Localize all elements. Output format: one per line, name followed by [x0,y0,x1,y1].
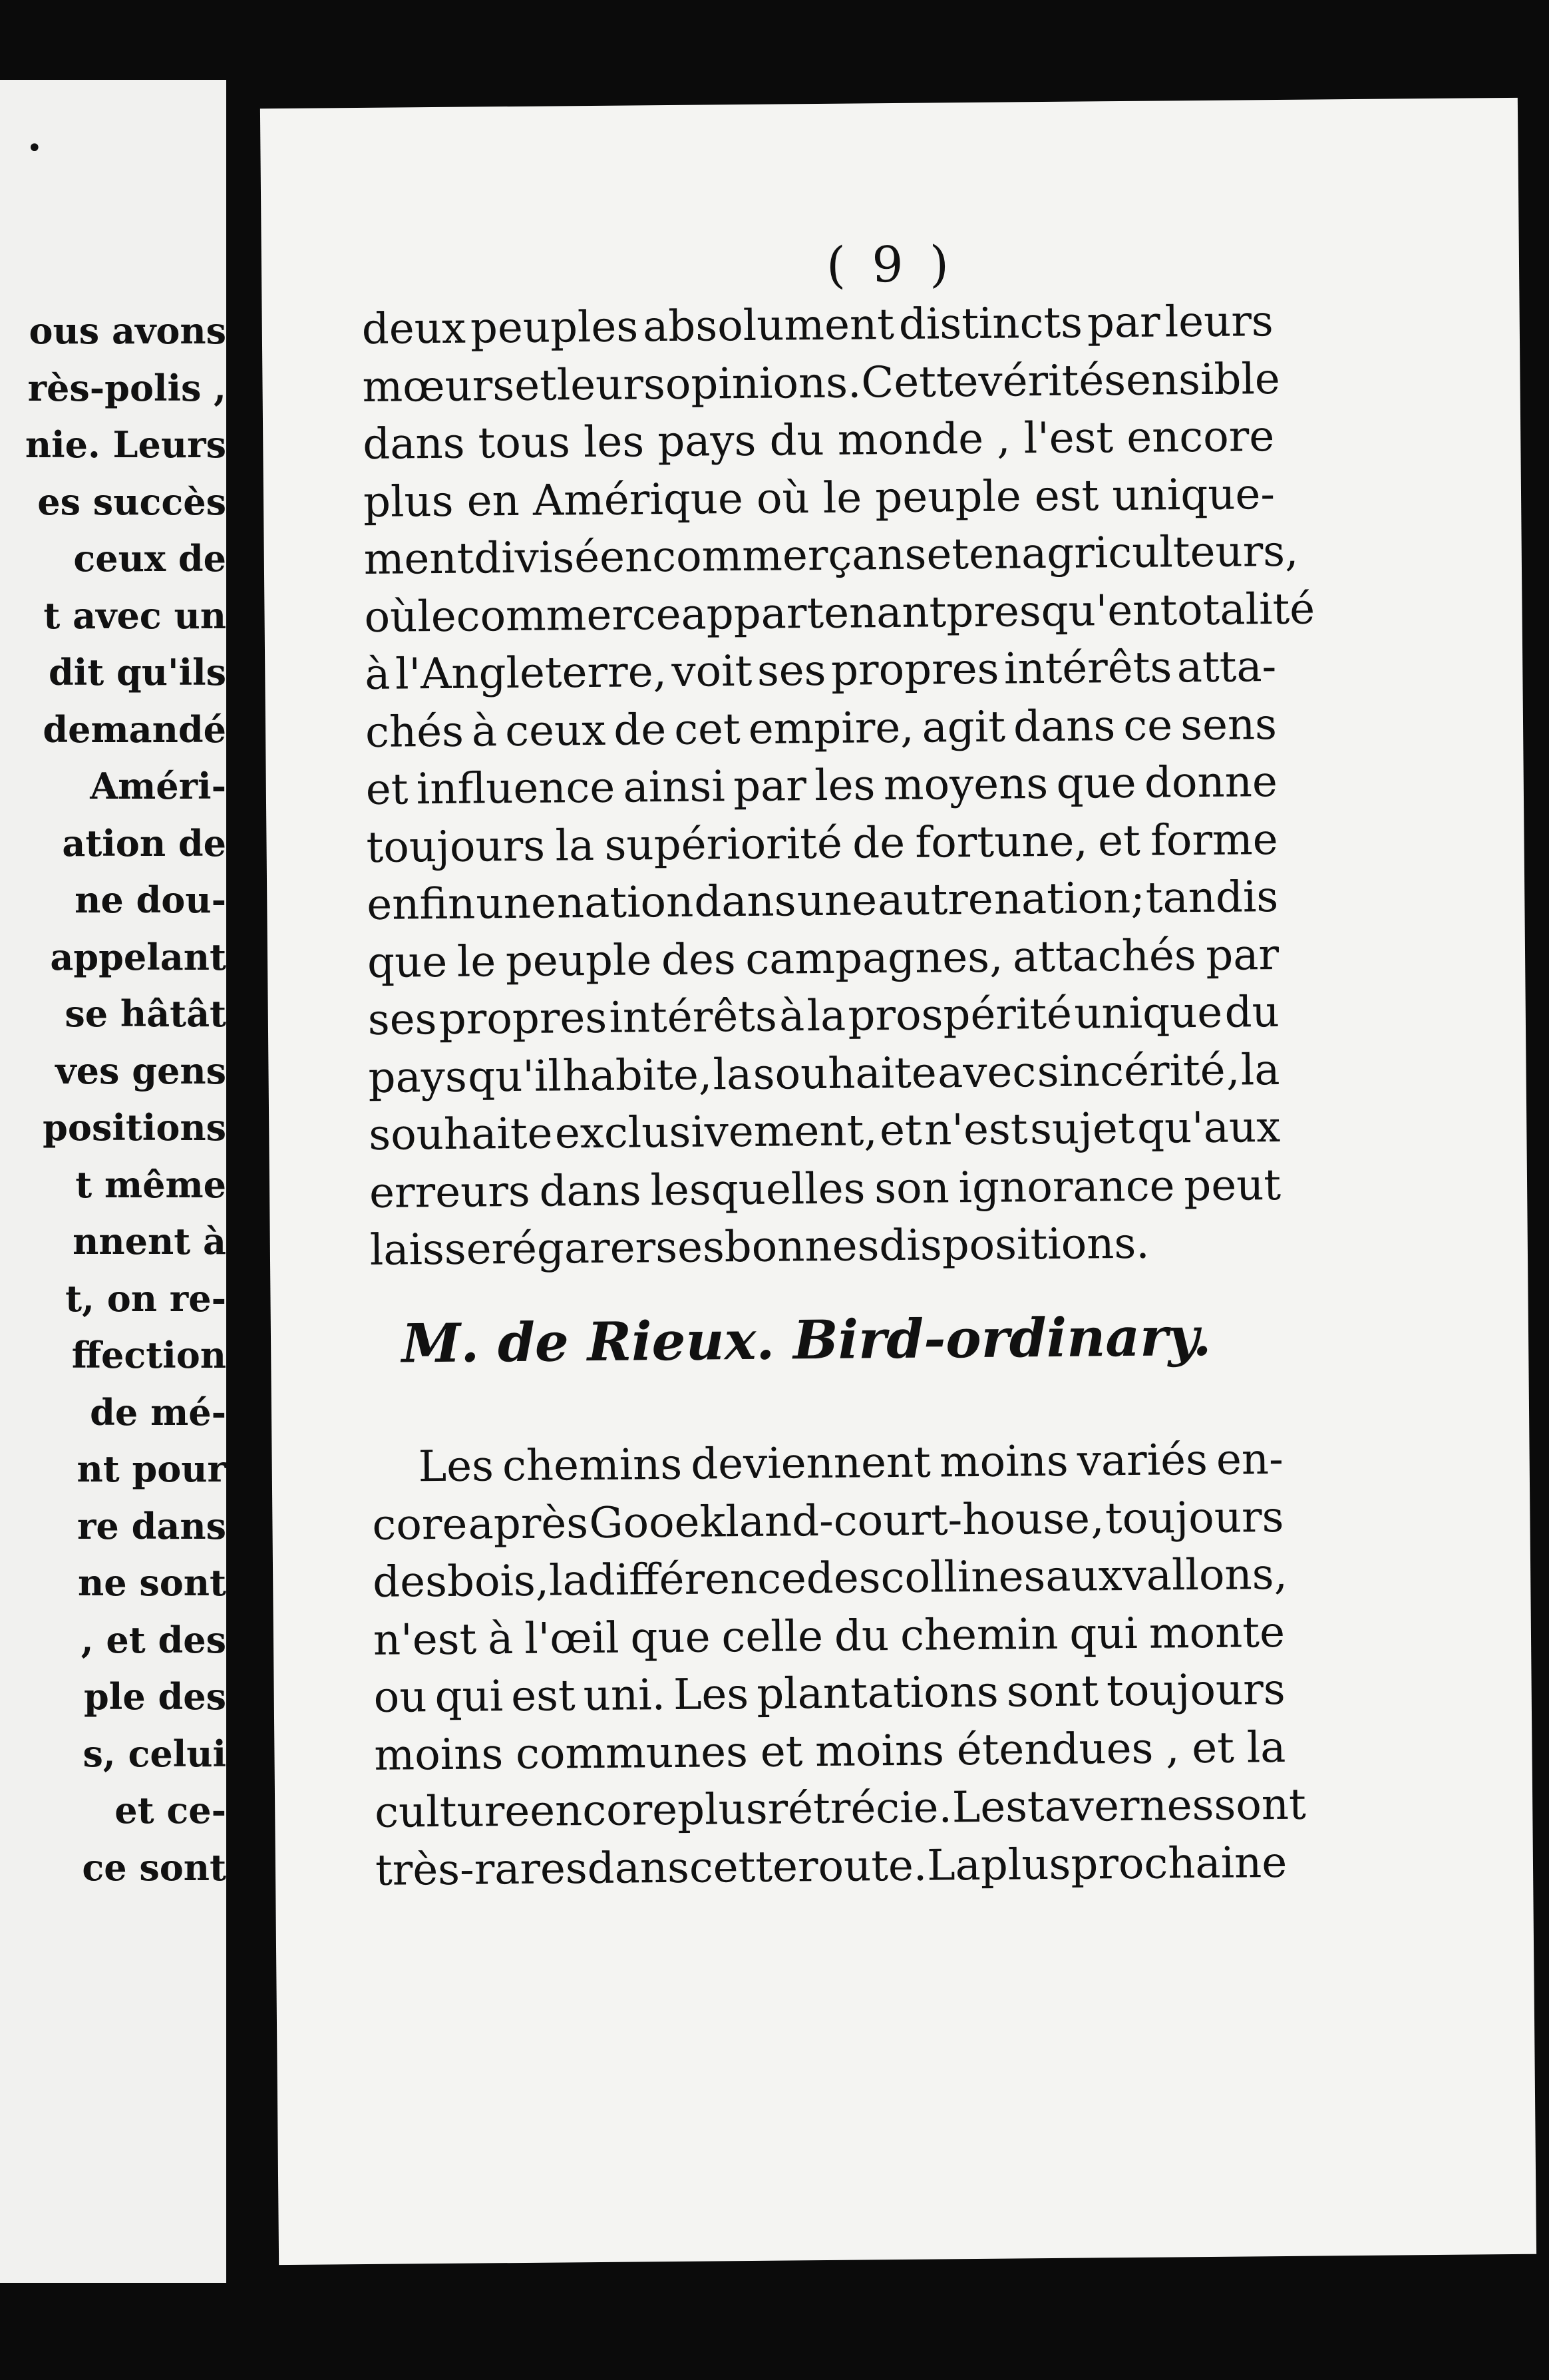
facing-page-line: demandé [43,707,226,751]
text-line: souhaite exclusivement, et n'est sujet qu'aux [369,1102,1281,1160]
facing-page-line: es succès [37,480,226,523]
text-line: et influence ainsi par les moyens que donne [365,757,1278,815]
facing-page-line: ce sont [82,1846,226,1889]
text-line: laisser égarer ses bonnes dispositions. [369,1219,1150,1275]
facing-page-text [13,303,226,1896]
text-line: deux peuples absolument distincts par leurs [361,297,1274,354]
page-number: ( 9 ) [826,236,955,294]
text-line: que le peuple des campagnes, attachés par [367,930,1280,988]
facing-page-line: se hâtât [65,992,226,1035]
text-line: des bois, la différence des collines aux vallons, [372,1549,1288,1607]
text-line: plus en Amérique où le peuple est unique- [363,469,1276,527]
ink-dot: • [27,133,43,164]
text-line: culture encore plus rétrécie. Les tavernes sont [374,1780,1307,1838]
facing-page-line: t avec un [43,594,226,637]
facing-page-line: ous avons [29,309,226,352]
facing-page-line: ation de [62,821,226,865]
facing-page-line: t, on re- [65,1277,226,1320]
text-line: dans tous les pays du monde , l'est encore [362,412,1275,469]
text-line: pays qu'il habite, la souhaite avec sincérité , la [368,1045,1280,1103]
text-line: moins communes et moins étendues , et la [374,1722,1286,1780]
page [260,98,1536,2265]
facing-page-line: nt pour [77,1448,226,1490]
facing-page-line: ffection [71,1334,226,1376]
facing-page-line: dit qu'ils [49,651,226,694]
facing-page-line: s, celui [83,1732,226,1775]
text-line: core après Gooekland-court-house , toujours [372,1492,1284,1550]
section-heading: M. de Rieux. Bird-ordinary. [401,1304,1212,1375]
facing-page [0,80,226,2283]
text-line: erreurs dans lesquelles son ignorance peut [369,1160,1282,1218]
text-line: où le commerce appartenant presqu'en totalité [364,584,1315,642]
facing-page-line: appelant [50,935,226,978]
text-line: enfin une nation dans une autre nation; tandis [367,873,1279,930]
facing-page-line: Améri- [90,765,226,807]
facing-page-line: nie. Leurs [25,423,226,466]
paragraph-2 [371,1431,1307,1899]
facing-page-line: rès-polis , [27,366,226,409]
facing-page-line: re dans [77,1504,226,1547]
text-line: ment divisé en commerçans et en agriculteurs, [363,526,1299,584]
facing-page-line: t même [75,1163,226,1206]
text-line: Les chemins deviennent moins variés en- [418,1434,1284,1492]
text-line: mœurs et leurs opinions. Cette vérité sensible [362,354,1281,412]
facing-page-line: positions [43,1106,226,1149]
facing-page-line: ne dou- [75,879,226,921]
text-line: chés à ceux de cet empire, agit dans ce sens [365,699,1278,757]
facing-page-line: ves gens [55,1049,226,1092]
facing-page-line: ne sont [77,1561,226,1604]
text-line: ou qui est uni. Les plantations sont toujours [373,1665,1286,1722]
facing-page-line: et ce- [114,1789,226,1832]
facing-page-line: nnent à [73,1220,226,1263]
facing-page-line: , et des [81,1618,226,1661]
facing-page-line: ple des [84,1675,226,1718]
text-line: n'est à l'œil que celle du chemin qui monte [373,1607,1286,1665]
facing-page-line: de mé- [90,1390,226,1434]
facing-page-line: ceux de [73,537,226,580]
paragraph-1 [361,293,1315,1279]
text-line: à l'Angleterre, voit ses propres intérêts atta- [365,642,1277,699]
text-line: très-rares dans cette route. La plus prochaine [375,1838,1288,1895]
text-line: toujours la supériorité de fortune, et forme [366,815,1278,873]
text-line: ses propres intérêts à la prospérité unique du [367,987,1280,1045]
